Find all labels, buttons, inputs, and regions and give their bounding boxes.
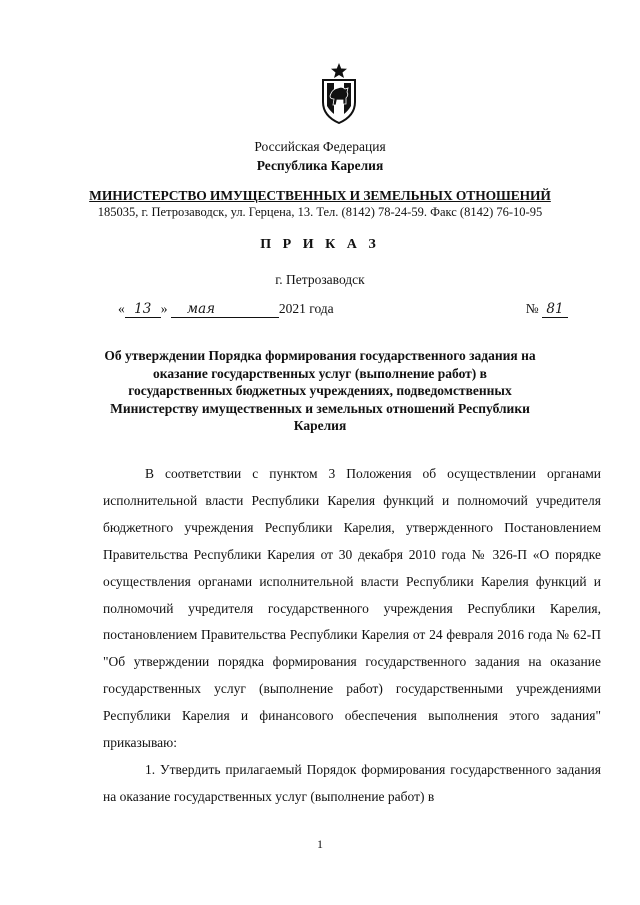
number-value: 81 <box>542 301 568 318</box>
date-year: 2021 года <box>278 301 334 316</box>
order-date-number-row <box>118 298 568 320</box>
republic-name: Республика Карелия <box>256 158 384 173</box>
order-heading: Об утверждении Порядка формирования государственного задания на оказание государственных услуг (выполнение работ) в государственных бюджетных учреждениях, подведомственных Министерству имущественных и земельных отношений Республики Карелия <box>104 348 536 433</box>
ministry-name: МИНИСТЕРСТВО ИМУЩЕСТВЕННЫХ И ЗЕМЕЛЬНЫХ ОТНОШЕНИЙ <box>89 188 551 203</box>
order-date <box>118 301 334 318</box>
order-title: П Р И К А З <box>260 237 380 252</box>
karelia-coat-of-arms-icon <box>318 62 360 124</box>
date-close-quote: » <box>160 301 168 316</box>
body-paragraph: 1. Утвердить прилагаемый Порядок формирования государственного задания на оказание государственных услуг (выполнение работ) в <box>103 761 601 804</box>
page-number: 1 <box>317 837 323 851</box>
body-paragraph: В соответствии с пунктом 3 Положения об осуществлении органами исполнительной власти Республики Карелия функций и полномочий учредителя бюджетного учреждения Республики Карелия, утвержденного Постановлением Правительства Республики Карелия от 30 декабря 2010 года № 326-П «О порядке осуществления органами исполнительной власти Республики Карелия функций и полномочий учредителя государственного учреждения Республики Карелия, постановлением Правительства Республики Карелия от 24 февраля 2016 года № 62-П "Об утверждении порядка формирования государственного задания на оказание государственных услуг (выполнение работ) государственными учреждениями Республики Карелия и финансового обеспечения выполнения этого задания" приказываю: <box>103 466 601 751</box>
date-day: 13 <box>125 301 161 318</box>
order-body <box>103 461 601 811</box>
number-prefix: № <box>525 301 539 316</box>
order-number <box>526 301 568 318</box>
date-month: мая <box>171 301 279 318</box>
date-open-quote: « <box>118 301 125 316</box>
ministry-address: 185035, г. Петрозаводск, ул. Герцена, 13. Тел. (8142) 78-24-59. Факс (8142) 76-10-95 <box>97 205 543 219</box>
country-name: Российская Федерация <box>254 139 386 154</box>
order-city: г. Петрозаводск <box>275 272 365 287</box>
